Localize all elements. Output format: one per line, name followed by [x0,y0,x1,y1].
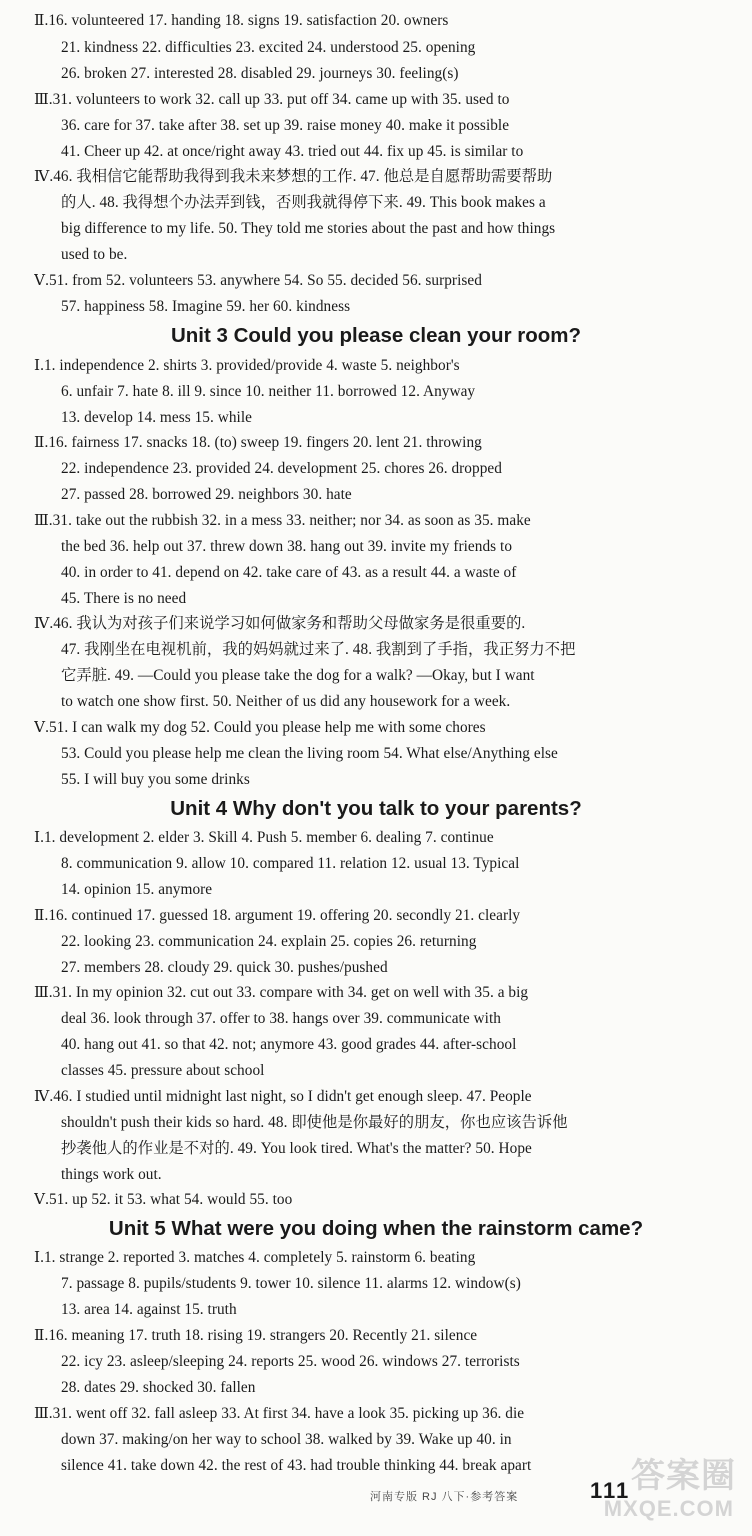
watermark-text: 答案圈 [631,1457,736,1495]
text-line: down 37. making/on her way to school 38. walked by 39. Wake up 40. in [61,1431,512,1448]
text-line: Ⅳ.46. 我相信它能帮助我得到我未来梦想的工作. 47. 他总是自愿帮助需要帮助 [34,168,553,185]
text-line: 8. communication 9. allow 10. compared 11. relation 12. usual 13. Typical [61,855,520,872]
text-line: 47. 我刚坐在电视机前，我的妈妈就过来了. 48. 我割到了手指，我正努力不把 [61,641,576,658]
text-line: Ⅴ.51. I can walk my dog 52. Could you please help me with some chores [34,719,486,736]
text-line: used to be. [61,246,128,263]
text-line: Ⅰ.1. strange 2. reported 3. matches 4. completely 5. rainstorm 6. beating [34,1249,476,1266]
text-line: Ⅱ.16. fairness 17. snacks 18. (to) sweep 19. fingers 20. lent 21. throwing [34,434,482,451]
page-footer: 河南专版 RJ 八下·参考答案 [370,1491,519,1503]
text-line: Ⅱ.16. volunteered 17. handing 18. signs 19. satisfaction 20. owners [34,12,449,29]
text-line: 55. I will buy you some drinks [61,771,250,788]
text-line: Ⅱ.16. meaning 17. truth 18. rising 19. strangers 20. Recently 21. silence [34,1327,478,1344]
text-line: 22. icy 23. asleep/sleeping 24. reports 25. wood 26. windows 27. terrorists [61,1353,520,1370]
watermark-url: MXQE.COM [603,1496,734,1521]
text-line: 36. care for 37. take after 38. set up 39. raise money 40. make it possible [61,117,510,134]
text-line: Ⅲ.31. take out the rubbish 32. in a mess 33. neither; nor 34. as soon as 35. make [34,512,531,529]
text-line: Ⅰ.1. independence 2. shirts 3. provided/provide 4. waste 5. neighbor's [34,357,460,374]
text-line: 41. Cheer up 42. at once/right away 43. tried out 44. fix up 45. is similar to [61,143,524,160]
text-line: Ⅴ.51. from 52. volunteers 53. anywhere 54. So 55. decided 56. surprised [34,272,482,289]
text-line: Ⅴ.51. up 52. it 53. what 54. would 55. too [34,1191,293,1208]
unit-3-heading: Unit 3 Could you please clean your room? [170,324,582,347]
text-line: 14. opinion 15. anymore [61,881,213,898]
text-line: 40. in order to 41. depend on 42. take care of 43. as a result 44. a waste of [61,564,517,581]
unit-4-heading: Unit 4 Why don't you talk to your parents? [170,797,582,820]
unit-5-heading: Unit 5 What were you doing when the rainstorm came? [108,1217,644,1240]
page-number: 111 [590,1478,631,1503]
text-line: the bed 36. help out 37. threw down 38. hang out 39. invite my friends to [61,538,513,555]
text-line: 7. passage 8. pupils/students 9. tower 10. silence 11. alarms 12. window(s) [61,1275,521,1292]
text-line: shouldn't push their kids so hard. 48. 即使他是你最好的朋友，你也应该告诉他 [61,1114,568,1131]
text-line: 22. independence 23. provided 24. development 25. chores 26. dropped [61,460,502,477]
text-line: 28. dates 29. shocked 30. fallen [61,1379,256,1396]
text-line: 53. Could you please help me clean the living room 54. What else/Anything else [61,745,558,762]
text-line: 它弄脏. 49. —Could you please take the dog for a walk? —Okay, but I want [61,667,535,684]
text-line: Ⅲ.31. went off 32. fall asleep 33. At first 34. have a look 35. picking up 36. die [34,1405,525,1422]
text-line: silence 41. take down 42. the rest of 43. had trouble thinking 44. break apart [61,1457,532,1474]
text-line: Ⅳ.46. 我认为对孩子们来说学习如何做家务和帮助父母做家务是很重要的. [34,615,526,632]
text-line: things work out. [61,1166,162,1183]
text-line: Ⅳ.46. I studied until midnight last night, so I didn't get enough sleep. 47. People [34,1088,532,1105]
text-line: 27. passed 28. borrowed 29. neighbors 30. hate [61,486,352,503]
watermark-logo [580,1448,740,1528]
text-line: 45. There is no need [61,590,187,607]
text-line: Ⅱ.16. continued 17. guessed 18. argument 19. offering 20. secondly 21. clearly [34,907,521,924]
text-line: 13. area 14. against 15. truth [61,1301,237,1318]
text-line: deal 36. look through 37. offer to 38. hangs over 39. communicate with [61,1010,501,1027]
text-line: 22. looking 23. communication 24. explain 25. copies 26. returning [61,933,477,950]
text-line: Ⅲ.31. In my opinion 32. cut out 33. compare with 34. get on well with 35. a big [34,984,529,1001]
text-line: big difference to my life. 50. They told me stories about the past and how things [61,220,556,237]
text-line: Ⅲ.31. volunteers to work 32. call up 33. put off 34. came up with 35. used to [34,91,510,108]
text-line: classes 45. pressure about school [61,1062,265,1079]
text-line: 21. kindness 22. difficulties 23. excited 24. understood 25. opening [61,39,476,56]
text-line: to watch one show first. 50. Neither of us did any housework for a week. [61,693,511,710]
text-line: 40. hang out 41. so that 42. not; anymore 43. good grades 44. after-school [61,1036,517,1053]
text-line: 57. happiness 58. Imagine 59. her 60. kindness [61,298,351,315]
text-line: 6. unfair 7. hate 8. ill 9. since 10. neither 11. borrowed 12. Anyway [61,383,476,400]
text-line: 的人. 48. 我得想个办法弄到钱，否则我就得停下来. 49. This book makes a [61,194,546,211]
text-line: 27. members 28. cloudy 29. quick 30. pushes/pushed [61,959,388,976]
text-line: 26. broken 27. interested 28. disabled 29. journeys 30. feeling(s) [61,65,459,82]
text-line: Ⅰ.1. development 2. elder 3. Skill 4. Push 5. member 6. dealing 7. continue [34,829,494,846]
text-line: 13. develop 14. mess 15. while [61,409,252,426]
text-line: 抄袭他人的作业是不对的. 49. You look tired. What's the matter? 50. Hope [61,1140,532,1157]
